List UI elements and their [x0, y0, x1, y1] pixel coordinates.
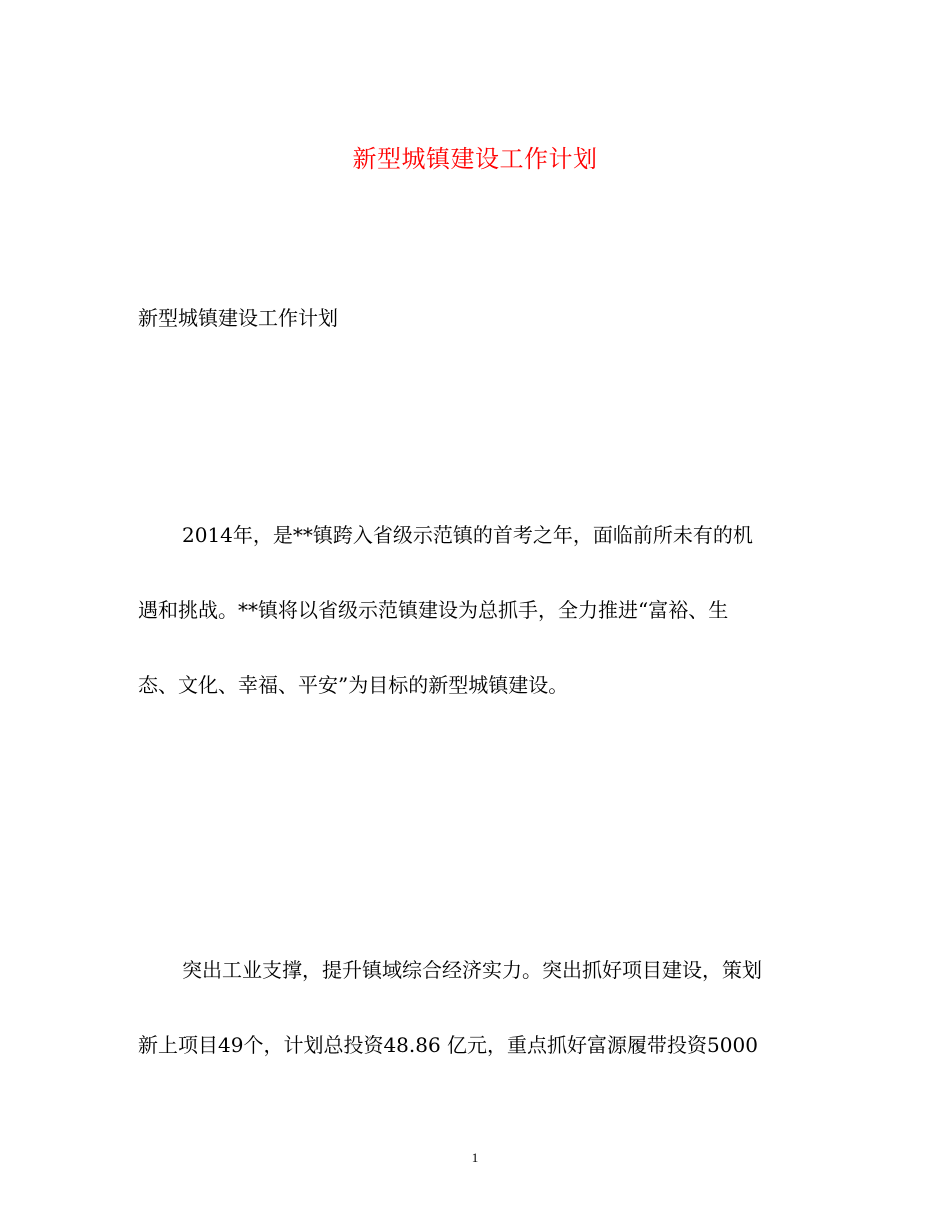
paragraph-line: 突出工业支撑，提升镇域综合经济实力。突出抓好项目建设，策划 — [182, 958, 762, 982]
paragraph-industry — [138, 955, 828, 1105]
paragraph-line: 遇和挑战。**镇将以省级示范镇建设为总抓手，全力推进“富裕、生 — [138, 598, 729, 622]
paragraph-intro — [138, 520, 828, 745]
paragraph-line: 新上项目49个，计划总投资48.86 亿元，重点抓好富源履带投资5000 — [138, 1033, 758, 1057]
document-subtitle: 新型城镇建设工作计划 — [138, 306, 338, 330]
paragraph-line: 2014年，是**镇跨入省级示范镇的首考之年，面临前所未有的机 — [182, 523, 753, 547]
page-number: 1 — [471, 1150, 479, 1165]
document-title: 新型城镇建设工作计划 — [352, 145, 598, 173]
paragraph-line: 态、文化、幸福、平安”为目标的新型城镇建设。 — [138, 673, 569, 697]
